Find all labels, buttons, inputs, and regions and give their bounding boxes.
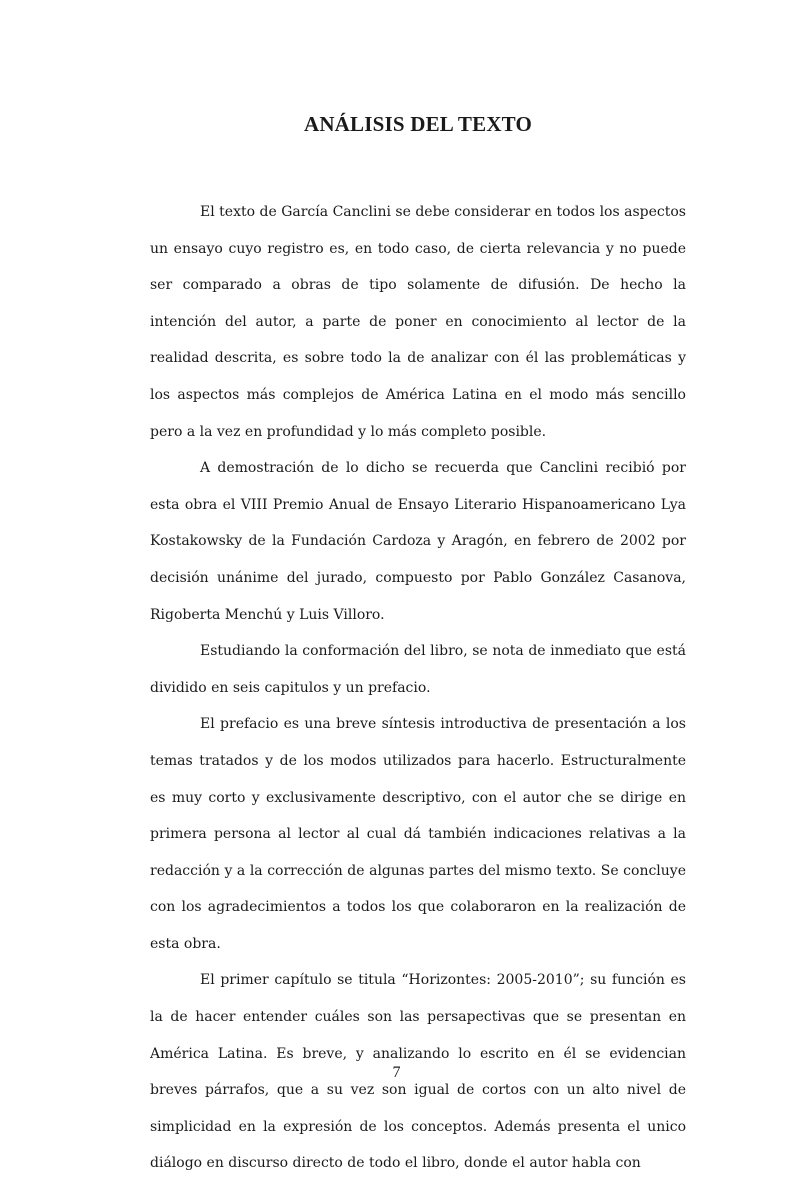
body-text <box>150 194 686 1182</box>
paragraph: A demostración de lo dicho se recuerda que Canclini recibió por esta obra el VIII Premio Anual de Ensayo Literario Hispanoamericano Lya Kostakowsky de la Fundación Cardoza y Aragón, en febrero de 2002 por decisión unánime del jurado, compuesto por Pablo González Casanova, Rigoberta Menchú y Luis Villoro. <box>150 460 686 623</box>
page-title: ANÁLISIS DEL TEXTO <box>303 112 533 136</box>
paragraph: El texto de García Canclini se debe considerar en todos los aspectos un ensayo cuyo registro es, en todo caso, de cierta relevancia y no puede ser comparado a obras de tipo solamente de difusión. De hecho la intención del autor, a parte de poner en conocimiento al lector de la realidad descrita, es sobre todo la de analizar con él las problemáticas y los aspectos más complejos de América Latina en el modo más sencillo pero a la vez en profundidad y lo más completo posible. <box>150 204 686 440</box>
paragraph: Estudiando la conformación del libro, se nota de inmediato que está dividido en seis capitulos y un prefacio. <box>150 643 686 696</box>
paragraph: El prefacio es una breve síntesis introductiva de presentación a los temas tratados y de los modos utilizados para hacerlo. Estructuralmente es muy corto y exclusivamente descriptivo, con el autor che se dirige en primera persona al lector al cual dá también indicaciones relativas a la redacción y a la corrección de algunas partes del mismo texto. Se concluye con los agradecimientos a todos los que colaboraron en la realización de esta obra. <box>150 716 686 952</box>
paragraph: El primer capítulo se titula “Horizontes: 2005-2010”; su función es la de hacer entender cuáles son las persapectivas que se presentan en América Latina. Es breve, y analizando lo escrito en él se evidencian breves párrafos, que a su vez son igual de cortos con un alto nivel de simplicidad en la expresión de los conceptos. Además presenta el unico diálogo en discurso directo de todo el libro, donde el autor habla con <box>150 972 686 1172</box>
page-number: 7 <box>392 1064 401 1081</box>
